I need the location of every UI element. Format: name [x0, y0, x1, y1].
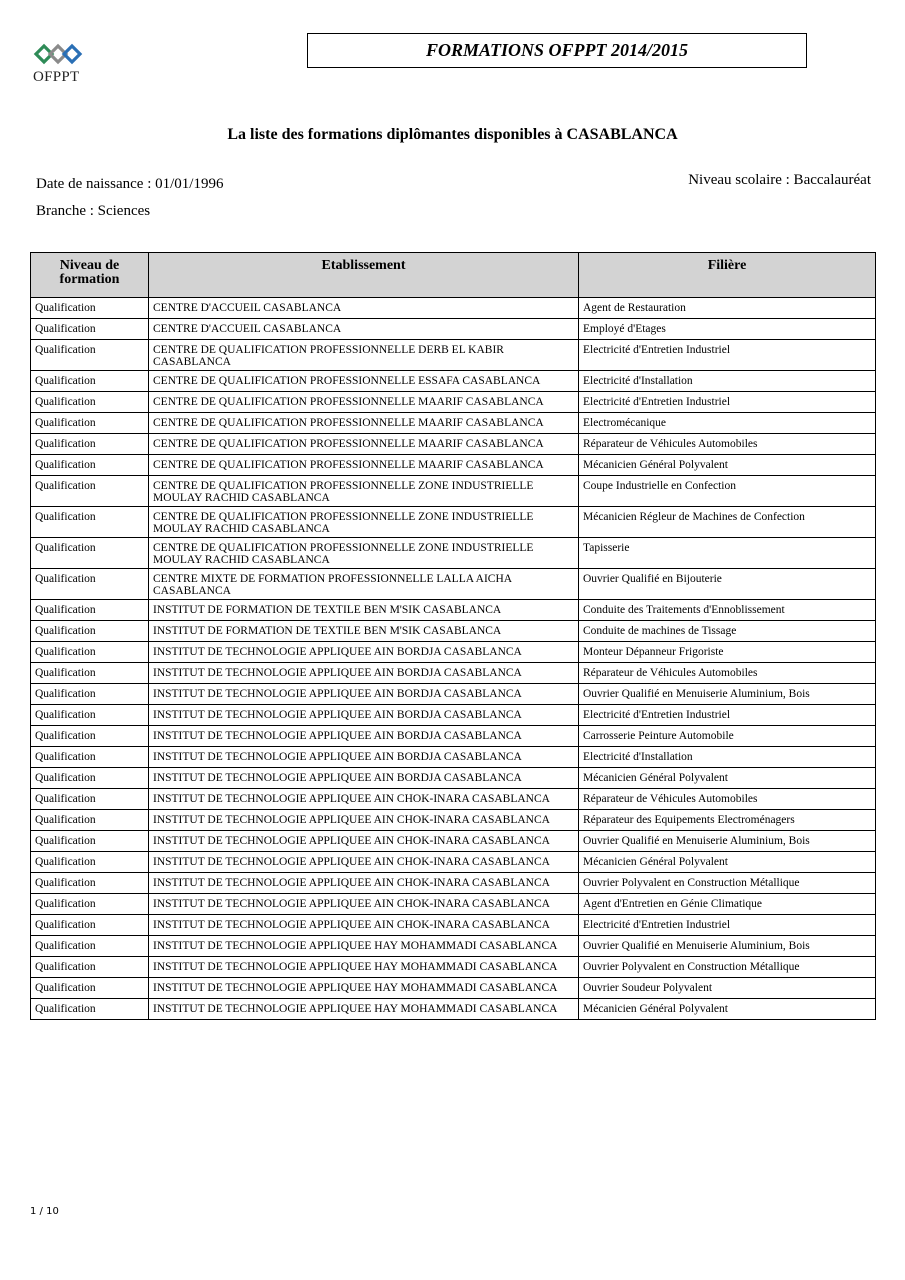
- table-row: [31, 852, 876, 873]
- cell-niveau: Qualification: [31, 894, 149, 915]
- cell-niveau: Qualification: [31, 852, 149, 873]
- cell-filiere: Ouvrier Qualifié en Menuiserie Aluminium, Bois: [579, 936, 876, 957]
- cell-niveau: Qualification: [31, 768, 149, 789]
- cell-etablissement: INSTITUT DE TECHNOLOGIE APPLIQUEE AIN BORDJA CASABLANCA: [149, 663, 579, 684]
- cell-filiere: Electricité d'Entretien Industriel: [579, 705, 876, 726]
- cell-niveau: Qualification: [31, 705, 149, 726]
- cell-etablissement: INSTITUT DE TECHNOLOGIE APPLIQUEE AIN BORDJA CASABLANCA: [149, 705, 579, 726]
- table-row: [31, 873, 876, 894]
- table-row: [31, 768, 876, 789]
- table-row: [31, 684, 876, 705]
- cell-etablissement: INSTITUT DE FORMATION DE TEXTILE BEN M'SIK CASABLANCA: [149, 621, 579, 642]
- cell-filiere: Mécanicien Général Polyvalent: [579, 852, 876, 873]
- cell-etablissement: INSTITUT DE TECHNOLOGIE APPLIQUEE HAY MOHAMMADI CASABLANCA: [149, 999, 579, 1020]
- table-row: [31, 298, 876, 319]
- cell-filiere: Mécanicien Général Polyvalent: [579, 455, 876, 476]
- table-header-row: [31, 253, 876, 298]
- table-row: [31, 894, 876, 915]
- cell-filiere: Mécanicien Régleur de Machines de Confection: [579, 507, 876, 538]
- cell-niveau: Qualification: [31, 957, 149, 978]
- cell-filiere: Tapisserie: [579, 538, 876, 569]
- cell-filiere: Agent d'Entretien en Génie Climatique: [579, 894, 876, 915]
- table-row: [31, 915, 876, 936]
- cell-etablissement: INSTITUT DE TECHNOLOGIE APPLIQUEE AIN CHOK-INARA CASABLANCA: [149, 789, 579, 810]
- cell-etablissement: INSTITUT DE TECHNOLOGIE APPLIQUEE AIN BORDJA CASABLANCA: [149, 684, 579, 705]
- table-row: [31, 957, 876, 978]
- date-of-birth: Date de naissance : 01/01/1996: [36, 176, 224, 192]
- cell-niveau: Qualification: [31, 298, 149, 319]
- cell-etablissement: CENTRE DE QUALIFICATION PROFESSIONNELLE MAARIF CASABLANCA: [149, 434, 579, 455]
- page-number: 1 / 10: [30, 1206, 59, 1217]
- cell-niveau: Qualification: [31, 663, 149, 684]
- cell-etablissement: INSTITUT DE TECHNOLOGIE APPLIQUEE AIN BORDJA CASABLANCA: [149, 726, 579, 747]
- cell-filiere: Ouvrier Soudeur Polyvalent: [579, 978, 876, 999]
- cell-filiere: Ouvrier Qualifié en Menuiserie Aluminium, Bois: [579, 831, 876, 852]
- table-row: [31, 705, 876, 726]
- cell-etablissement: INSTITUT DE TECHNOLOGIE APPLIQUEE AIN CHOK-INARA CASABLANCA: [149, 852, 579, 873]
- cell-etablissement: INSTITUT DE TECHNOLOGIE APPLIQUEE HAY MOHAMMADI CASABLANCA: [149, 957, 579, 978]
- cell-filiere: Ouvrier Polyvalent en Construction Métallique: [579, 873, 876, 894]
- cell-filiere: Réparateur de Véhicules Automobiles: [579, 434, 876, 455]
- cell-etablissement: CENTRE DE QUALIFICATION PROFESSIONNELLE DERB EL KABIR CASABLANCA: [149, 340, 579, 371]
- cell-niveau: Qualification: [31, 455, 149, 476]
- cell-etablissement: CENTRE DE QUALIFICATION PROFESSIONNELLE ESSAFA CASABLANCA: [149, 371, 579, 392]
- cell-filiere: Conduite de machines de Tissage: [579, 621, 876, 642]
- cell-niveau: Qualification: [31, 413, 149, 434]
- cell-filiere: Réparateur des Equipements Electroménagers: [579, 810, 876, 831]
- table-row: [31, 810, 876, 831]
- cell-filiere: Carrosserie Peinture Automobile: [579, 726, 876, 747]
- table-row: [31, 978, 876, 999]
- cell-niveau: Qualification: [31, 476, 149, 507]
- table-row: [31, 413, 876, 434]
- cell-niveau: Qualification: [31, 915, 149, 936]
- cell-niveau: Qualification: [31, 434, 149, 455]
- cell-niveau: Qualification: [31, 873, 149, 894]
- table-row: [31, 319, 876, 340]
- cell-filiere: Ouvrier Qualifié en Menuiserie Aluminium, Bois: [579, 684, 876, 705]
- cell-etablissement: CENTRE MIXTE DE FORMATION PROFESSIONNELLE LALLA AICHA CASABLANCA: [149, 569, 579, 600]
- cell-niveau: Qualification: [31, 978, 149, 999]
- cell-niveau: Qualification: [31, 810, 149, 831]
- cell-niveau: Qualification: [31, 936, 149, 957]
- cell-etablissement: CENTRE DE QUALIFICATION PROFESSIONNELLE ZONE INDUSTRIELLE MOULAY RACHID CASABLANCA: [149, 507, 579, 538]
- cell-filiere: Agent de Restauration: [579, 298, 876, 319]
- cell-niveau: Qualification: [31, 621, 149, 642]
- table-row: [31, 392, 876, 413]
- table-row: [31, 476, 876, 507]
- cell-filiere: Electricité d'Entretien Industriel: [579, 915, 876, 936]
- cell-filiere: Conduite des Traitements d'Ennoblissement: [579, 600, 876, 621]
- cell-niveau: Qualification: [31, 600, 149, 621]
- cell-filiere: Ouvrier Qualifié en Bijouterie: [579, 569, 876, 600]
- cell-niveau: Qualification: [31, 642, 149, 663]
- cell-niveau: Qualification: [31, 684, 149, 705]
- cell-etablissement: INSTITUT DE TECHNOLOGIE APPLIQUEE AIN CHOK-INARA CASABLANCA: [149, 915, 579, 936]
- table-row: [31, 726, 876, 747]
- cell-etablissement: CENTRE DE QUALIFICATION PROFESSIONNELLE ZONE INDUSTRIELLE MOULAY RACHID CASABLANCA: [149, 538, 579, 569]
- cell-niveau: Qualification: [31, 392, 149, 413]
- cell-etablissement: INSTITUT DE TECHNOLOGIE APPLIQUEE AIN BORDJA CASABLANCA: [149, 747, 579, 768]
- cell-etablissement: INSTITUT DE TECHNOLOGIE APPLIQUEE AIN CHOK-INARA CASABLANCA: [149, 810, 579, 831]
- branch: Branche : Sciences: [36, 203, 151, 219]
- cell-niveau: Qualification: [31, 538, 149, 569]
- table-row: [31, 621, 876, 642]
- cell-filiere: Employé d'Etages: [579, 319, 876, 340]
- cell-niveau: Qualification: [31, 831, 149, 852]
- table-row: [31, 538, 876, 569]
- cell-etablissement: INSTITUT DE TECHNOLOGIE APPLIQUEE HAY MOHAMMADI CASABLANCA: [149, 936, 579, 957]
- cell-filiere: Monteur Dépanneur Frigoriste: [579, 642, 876, 663]
- table-row: [31, 747, 876, 768]
- cell-filiere: Electricité d'Entretien Industriel: [579, 392, 876, 413]
- document-title: FORMATIONS OFPPT 2014/2015: [307, 33, 807, 68]
- table-row: [31, 507, 876, 538]
- cell-niveau: Qualification: [31, 507, 149, 538]
- table-row: [31, 371, 876, 392]
- cell-etablissement: CENTRE DE QUALIFICATION PROFESSIONNELLE MAARIF CASABLANCA: [149, 413, 579, 434]
- cell-etablissement: CENTRE DE QUALIFICATION PROFESSIONNELLE ZONE INDUSTRIELLE MOULAY RACHID CASABLANCA: [149, 476, 579, 507]
- table-row: [31, 642, 876, 663]
- table-row: [31, 999, 876, 1020]
- cell-etablissement: INSTITUT DE TECHNOLOGIE APPLIQUEE AIN BORDJA CASABLANCA: [149, 642, 579, 663]
- cell-niveau: Qualification: [31, 569, 149, 600]
- cell-filiere: Electromécanique: [579, 413, 876, 434]
- cell-etablissement: INSTITUT DE TECHNOLOGIE APPLIQUEE HAY MOHAMMADI CASABLANCA: [149, 978, 579, 999]
- cell-niveau: Qualification: [31, 340, 149, 371]
- cell-etablissement: INSTITUT DE TECHNOLOGIE APPLIQUEE AIN CHOK-INARA CASABLANCA: [149, 831, 579, 852]
- cell-filiere: Réparateur de Véhicules Automobiles: [579, 789, 876, 810]
- cell-niveau: Qualification: [31, 747, 149, 768]
- cell-niveau: Qualification: [31, 371, 149, 392]
- table-row: [31, 455, 876, 476]
- cell-filiere: Electricité d'Entretien Industriel: [579, 340, 876, 371]
- cell-filiere: Electricité d'Installation: [579, 371, 876, 392]
- school-level: Niveau scolaire : Baccalauréat: [688, 172, 871, 188]
- cell-etablissement: INSTITUT DE TECHNOLOGIE APPLIQUEE AIN CHOK-INARA CASABLANCA: [149, 894, 579, 915]
- cell-niveau: Qualification: [31, 319, 149, 340]
- table-row: [31, 600, 876, 621]
- table-row: [31, 831, 876, 852]
- cell-filiere: Mécanicien Général Polyvalent: [579, 999, 876, 1020]
- header-niveau: Niveau de formation: [31, 253, 149, 298]
- table-row: [31, 569, 876, 600]
- table-row: [31, 936, 876, 957]
- cell-etablissement: CENTRE D'ACCUEIL CASABLANCA: [149, 319, 579, 340]
- table-row: [31, 789, 876, 810]
- cell-niveau: Qualification: [31, 726, 149, 747]
- logo-text: OFPPT: [33, 69, 80, 85]
- table-row: [31, 340, 876, 371]
- cell-filiere: Electricité d'Installation: [579, 747, 876, 768]
- page-subtitle: La liste des formations diplômantes disponibles à CASABLANCA: [227, 126, 678, 143]
- cell-etablissement: INSTITUT DE FORMATION DE TEXTILE BEN M'SIK CASABLANCA: [149, 600, 579, 621]
- table-row: [31, 663, 876, 684]
- cell-etablissement: INSTITUT DE TECHNOLOGIE APPLIQUEE AIN CHOK-INARA CASABLANCA: [149, 873, 579, 894]
- cell-etablissement: CENTRE DE QUALIFICATION PROFESSIONNELLE MAARIF CASABLANCA: [149, 392, 579, 413]
- cell-filiere: Réparateur de Véhicules Automobiles: [579, 663, 876, 684]
- table-body: [31, 298, 876, 1020]
- cell-filiere: Ouvrier Polyvalent en Construction Métallique: [579, 957, 876, 978]
- cell-etablissement: CENTRE DE QUALIFICATION PROFESSIONNELLE MAARIF CASABLANCA: [149, 455, 579, 476]
- table-row: [31, 434, 876, 455]
- cell-niveau: Qualification: [31, 789, 149, 810]
- formations-table: [30, 252, 876, 1020]
- cell-filiere: Mécanicien Général Polyvalent: [579, 768, 876, 789]
- cell-niveau: Qualification: [31, 999, 149, 1020]
- header-etablissement: Etablissement: [149, 253, 579, 298]
- header-filiere: Filière: [579, 253, 876, 298]
- cell-filiere: Coupe Industrielle en Confection: [579, 476, 876, 507]
- cell-etablissement: INSTITUT DE TECHNOLOGIE APPLIQUEE AIN BORDJA CASABLANCA: [149, 768, 579, 789]
- cell-etablissement: CENTRE D'ACCUEIL CASABLANCA: [149, 298, 579, 319]
